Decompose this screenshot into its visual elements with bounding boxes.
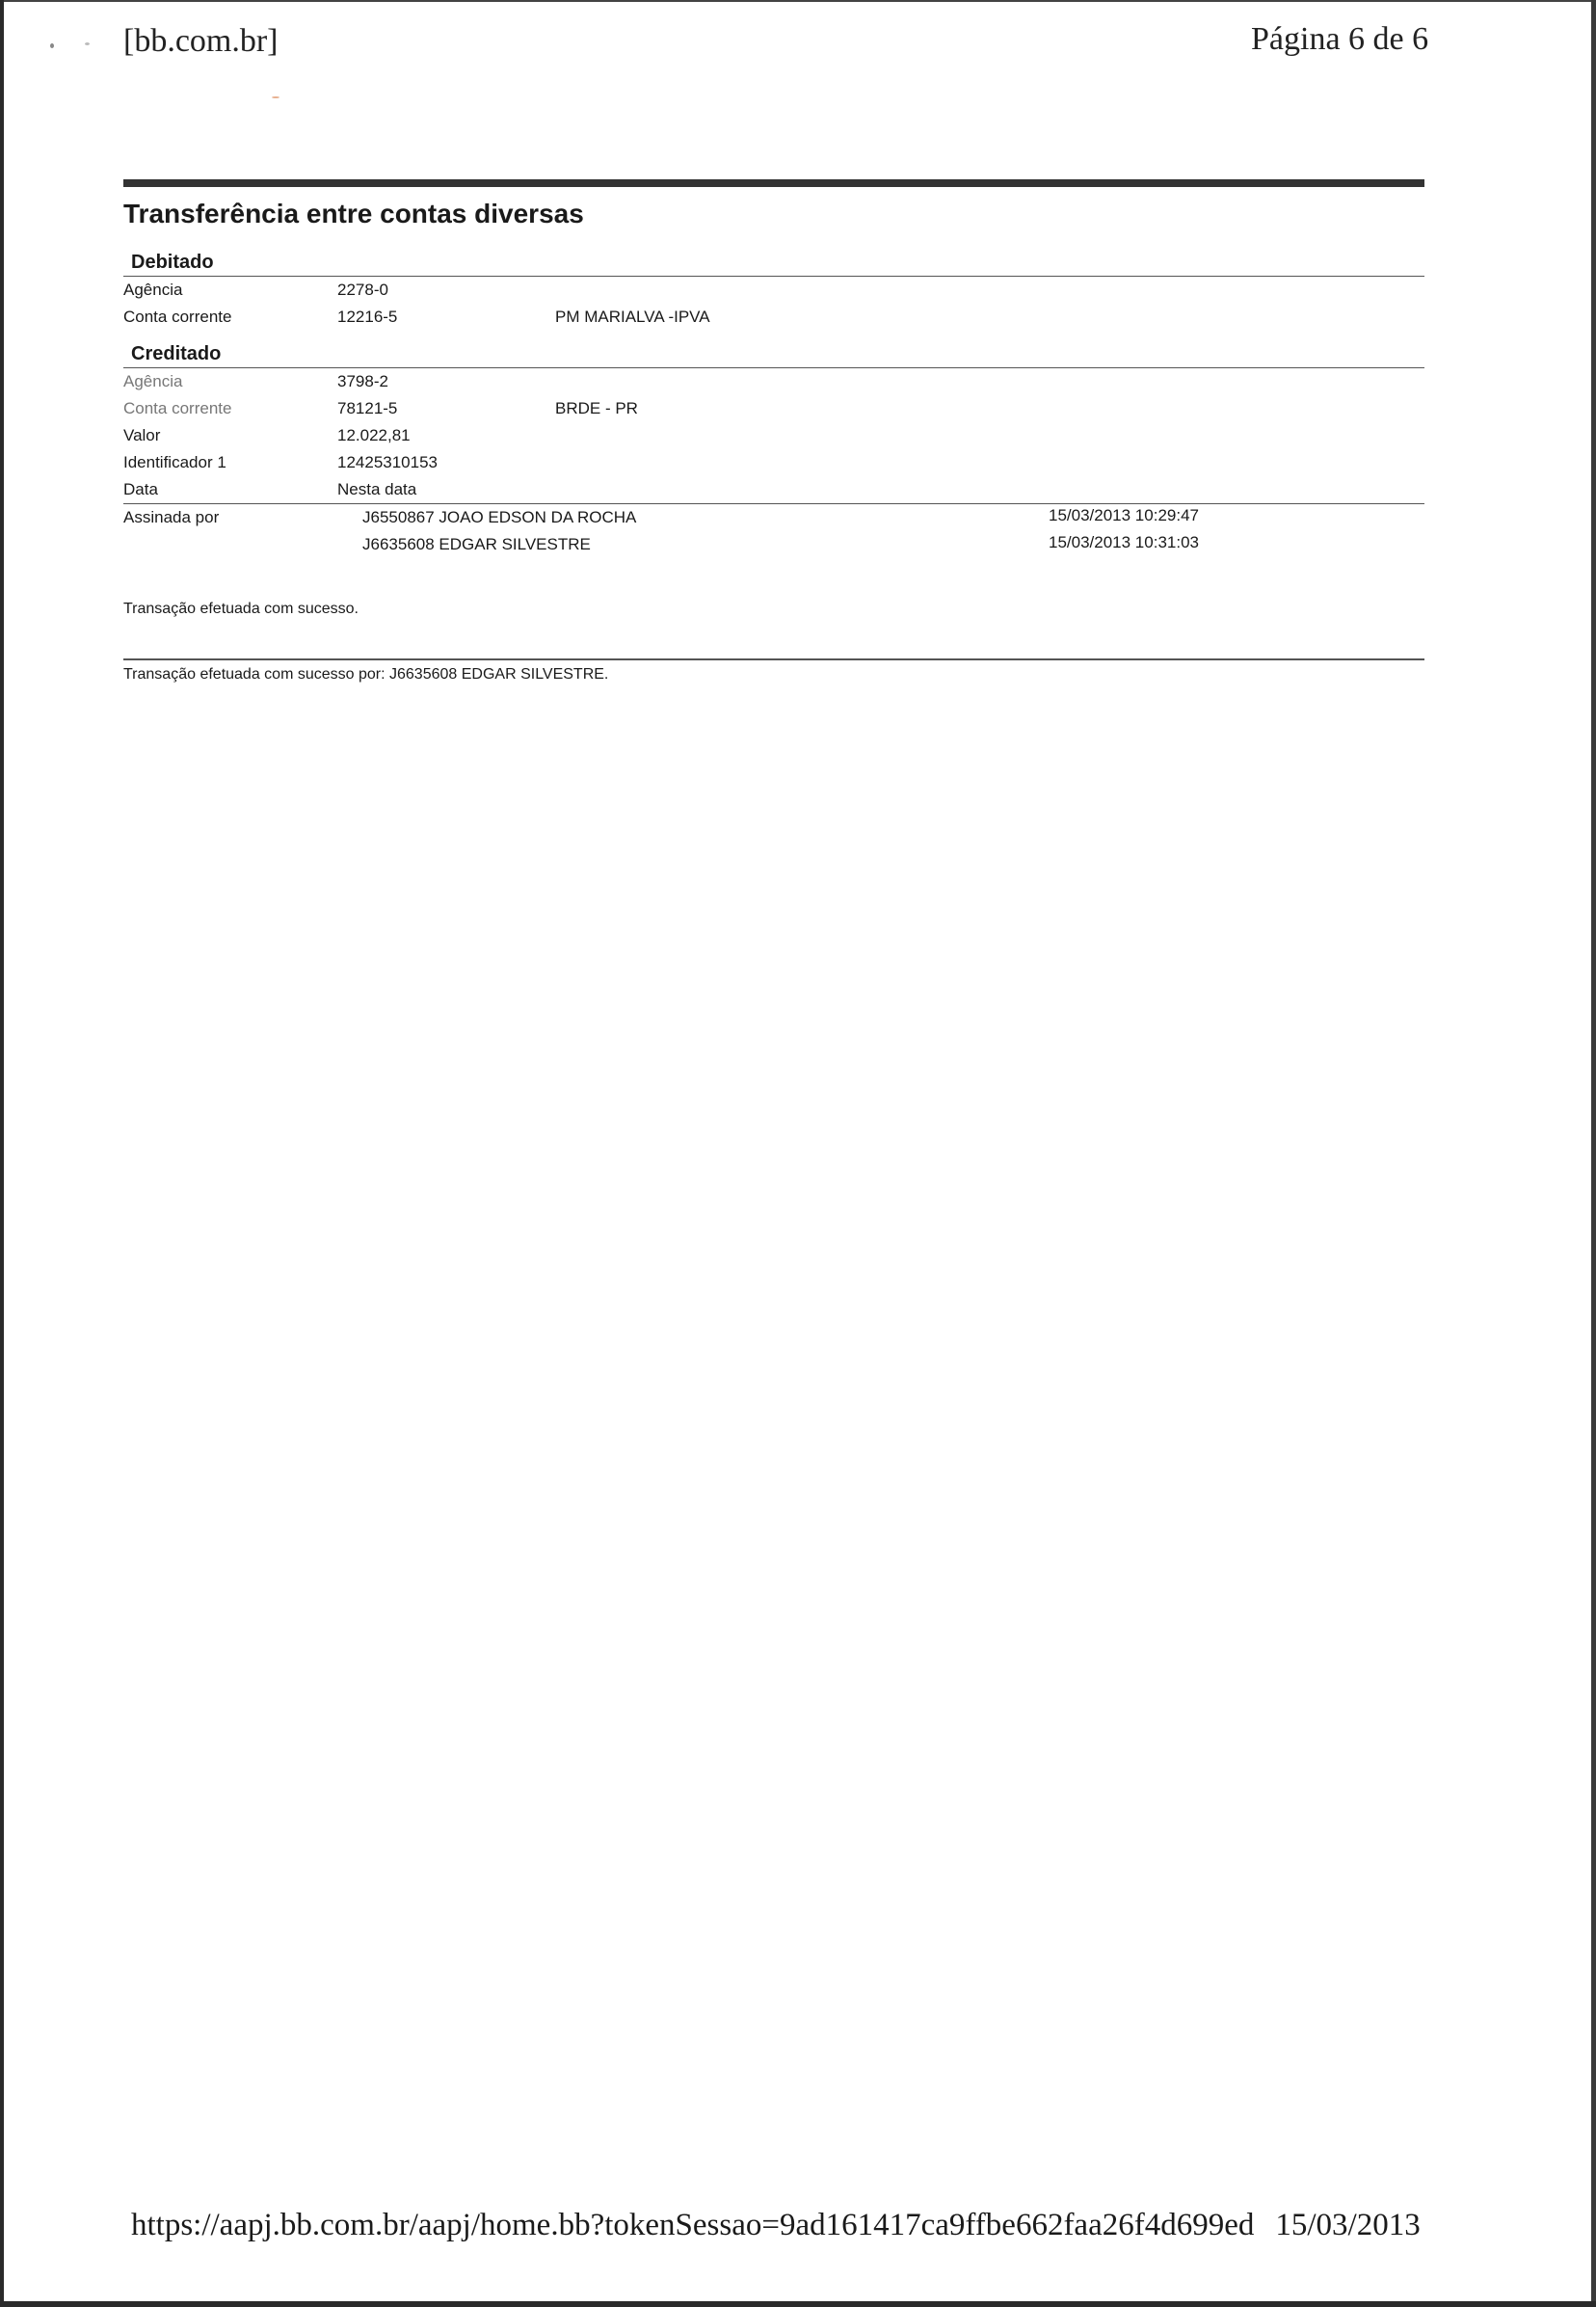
scan-speck	[50, 43, 54, 48]
signed-by-block	[123, 504, 1424, 566]
debitado-rows	[123, 277, 1424, 331]
field-label: Agência	[123, 281, 183, 299]
signed-by-label: Assinada por	[123, 508, 220, 526]
field-value: 12216-5	[337, 308, 398, 326]
field-value: 12425310153	[337, 453, 439, 471]
field-label: Valor	[123, 426, 161, 444]
field-label: Conta corrente	[123, 399, 232, 417]
field-label: Conta corrente	[123, 308, 232, 326]
signer-name: J6635608 EDGAR SILVESTRE	[362, 535, 591, 553]
scan-edge-top	[0, 0, 1596, 2]
footer-message: Transação efetuada com sucesso por: J6635608 EDGAR SILVESTRE.	[123, 666, 609, 683]
field-extra: PM MARIALVA -IPVA	[555, 308, 710, 326]
signer-datetime: 15/03/2013 10:29:47	[1049, 506, 1199, 524]
bottom-rule	[123, 658, 1424, 660]
field-row	[123, 368, 1424, 395]
signer-datetime: 15/03/2013 10:31:03	[1049, 533, 1199, 551]
field-row	[123, 395, 1424, 422]
signer-name: J6550867 JOAO EDSON DA ROCHA	[362, 508, 637, 526]
field-row	[123, 277, 1424, 304]
section-heading-debitado: Debitado	[131, 252, 214, 273]
field-label: Data	[123, 480, 158, 498]
field-value: 12.022,81	[337, 426, 411, 444]
field-row	[123, 422, 1424, 449]
print-footer-url: https://aapj.bb.com.br/aapj/home.bb?tokenSessao=9ad161417ca9ffbe662faa26f4d699ed	[131, 2208, 1255, 2242]
scan-edge-right	[1591, 0, 1596, 2307]
field-row	[123, 449, 1424, 476]
print-header-site: [bb.com.br]	[123, 23, 279, 59]
status-message: Transação efetuada com sucesso.	[123, 601, 359, 617]
scan-edge-bottom	[0, 2301, 1596, 2307]
field-value: Nesta data	[337, 480, 417, 498]
field-extra: BRDE - PR	[555, 399, 638, 417]
field-value: 3798-2	[337, 372, 388, 390]
scan-speck	[85, 42, 90, 45]
scan-speck	[272, 96, 279, 98]
field-row	[123, 304, 1424, 331]
field-value: 2278-0	[337, 281, 388, 299]
section-heading-creditado: Creditado	[131, 343, 222, 364]
document-title: Transferência entre contas diversas	[123, 199, 584, 228]
field-value: 78121-5	[337, 399, 398, 417]
field-label: Identificador 1	[123, 453, 226, 471]
transfer-receipt	[123, 179, 1424, 684]
print-footer-date: 15/03/2013	[1275, 2208, 1421, 2242]
creditado-rows	[123, 368, 1424, 503]
field-row	[123, 476, 1424, 503]
field-label: Agência	[123, 372, 183, 390]
top-rule	[123, 179, 1424, 187]
print-header-page: Página 6 de 6	[1251, 21, 1429, 57]
scan-edge-left	[0, 0, 4, 2307]
print-footer	[131, 2208, 1421, 2243]
